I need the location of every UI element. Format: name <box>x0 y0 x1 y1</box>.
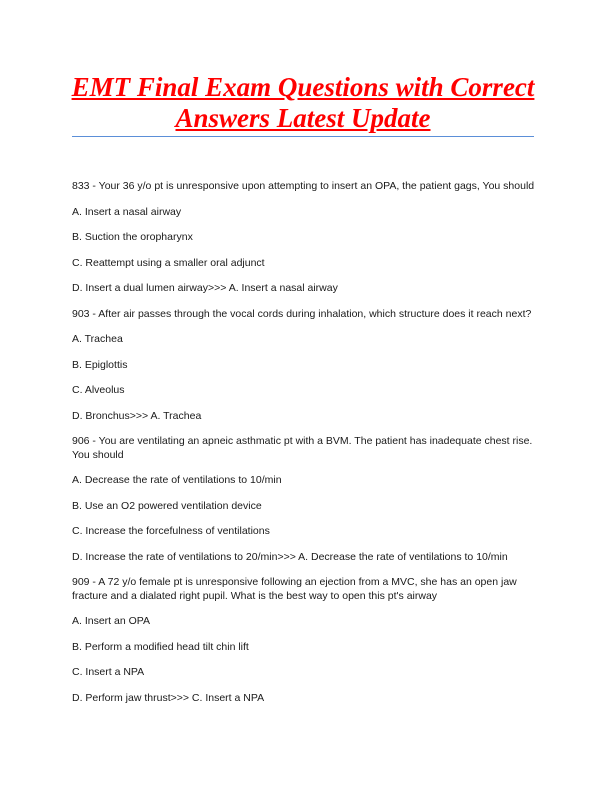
question-833: 833 - Your 36 y/o pt is unresponsive upon attempting to insert an OPA, the patient gags, You should <box>72 180 535 192</box>
option-833-b: B. Suction the oropharynx <box>72 231 193 243</box>
option-903-b: B. Epiglottis <box>72 358 128 371</box>
option-903-d-answer: D. Bronchus>>> A. Trachea <box>72 409 202 422</box>
option-906-c: C. Increase the forcefulness of ventilations <box>72 525 270 537</box>
option-833-c: C. Reattempt using a smaller oral adjunct <box>72 256 265 269</box>
title-divider <box>72 136 534 137</box>
option-909-c: C. Insert a NPA <box>72 666 145 678</box>
document-title <box>62 72 544 134</box>
option-903-c: C. Alveolus <box>72 384 125 396</box>
question-909: 909 - A 72 y/o female pt is unresponsive following an ejection from a MVC, she has an open jaw fracture and a dialated right pupil. What is the best way to open this pt's airway <box>72 576 517 602</box>
option-833-a: A. Insert a nasal airway <box>72 205 182 218</box>
option-909-b: B. Perform a modified head tilt chin lift <box>72 640 249 653</box>
option-903-a: A. Trachea <box>72 333 123 345</box>
option-906-d-answer: D. Increase the rate of ventilations to 20/min>>> A. Decrease the rate of ventilations to 10/min <box>72 550 508 563</box>
option-909-a: A. Insert an OPA <box>72 615 151 627</box>
question-906: 906 - You are ventilating an apneic asthmatic pt with a BVM. The patient has inadequate chest rise. You should <box>72 435 533 461</box>
question-903: 903 - After air passes through the vocal cords during inhalation, which structure does it reach next? <box>72 307 532 320</box>
document-body <box>72 180 542 717</box>
option-906-a: A. Decrease the rate of ventilations to 10/min <box>72 474 282 486</box>
option-833-d-answer: D. Insert a dual lumen airway>>> A. Insert a nasal airway <box>72 282 338 294</box>
title-line-2: Answers Latest Update <box>175 103 431 133</box>
option-906-b: B. Use an O2 powered ventilation device <box>72 499 262 512</box>
title-line-1: EMT Final Exam Questions with Correct <box>71 72 535 102</box>
option-909-d-answer: D. Perform jaw thrust>>> C. Insert a NPA <box>72 691 265 704</box>
